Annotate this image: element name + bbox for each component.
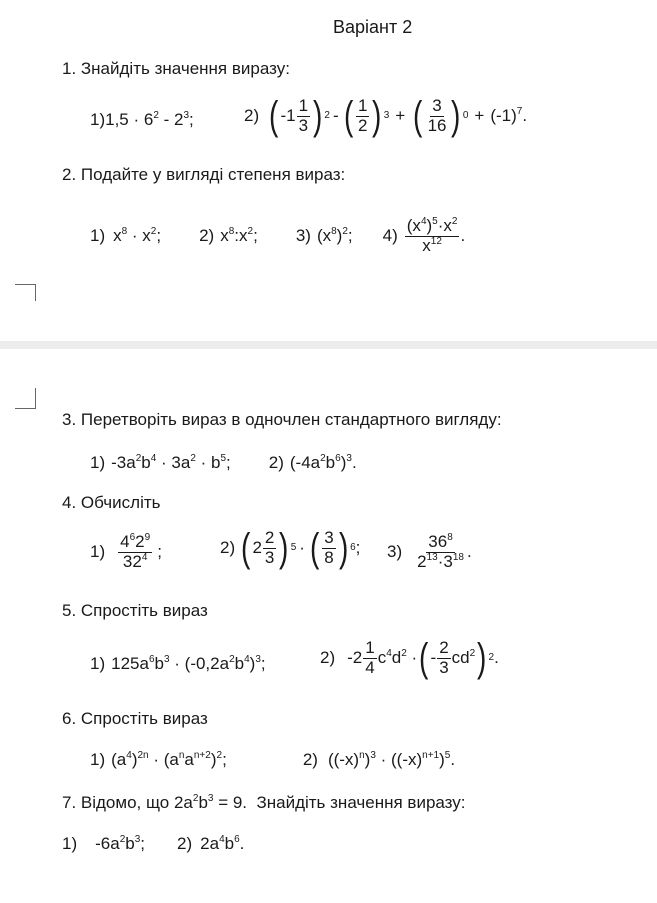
- task-4-item-1: 1) $\frac{4^62^9}{32^4}$ ;: [90, 532, 162, 571]
- task-4-heading: 4. Обчисліть: [62, 493, 161, 512]
- crop-mark: [15, 284, 36, 301]
- crop-mark: [15, 388, 36, 409]
- task-7-heading: 7. Відомо, що $2a^2b^3 = 9$. Знайдіть значення виразу:: [62, 793, 466, 812]
- item-label: 2): [268, 453, 284, 472]
- task-5-item-1: 1) $125a^6b^3 \cdot (-0,2a^2b^4)^3$;: [90, 654, 266, 673]
- task-1-heading: 1. Знайдіть значення виразу:: [62, 59, 290, 78]
- item-label: 2): [302, 750, 318, 769]
- item-label: 1): [90, 750, 106, 769]
- task-5-item-2: 2) -2 $\frac{1}{4}$ $c^4d^2$ · ( - $\frac{2}{3}$ $cd^2$ ) 2 .: [320, 636, 499, 680]
- task-3-items: 1) $-3a^2b^4 \cdot 3a^2 \cdot b^5$; 2) $(-4a^2b^6)^3$.: [90, 453, 357, 472]
- task-6-heading: 6. Спростіть вираз: [62, 709, 208, 728]
- task-1-item-2: 2) ( -1 $\frac{1}{3}$ ) 2 - ( $\frac{1}{2}$ ) 3 + ( $\frac{3}{16}$ ) 0 + $(-1)^7$.: [244, 94, 528, 138]
- task-3-heading: 3. Перетворіть вираз в одночлен стандартного вигляду:: [62, 410, 502, 429]
- item-label: 1): [90, 654, 106, 673]
- task-2-items: 1) $x^8 \cdot x^2$; 2) $x^8:x^2$; 3) $(x^8)^2$; 4) $\frac{(x^4)^5\cdot x^2}{x^{12}}$ .: [90, 216, 466, 255]
- task-4-item-3: 3) $\frac{36^8}{2^{13}\cdot 3^{18}}$ .: [387, 532, 472, 571]
- task-5-heading: 5. Спростіть вираз: [62, 601, 208, 620]
- item-label: 2): [320, 648, 336, 667]
- item-label: 1): [90, 453, 106, 472]
- item-label: 2): [244, 106, 260, 125]
- item-label: 2): [220, 538, 236, 557]
- task-7-items: 1) $-6a^2b^3$; 2) $2a^4b^6$.: [62, 834, 245, 853]
- item-label: 1): [90, 542, 106, 562]
- page-separator: [0, 341, 657, 349]
- task-2-heading: 2. Подайте у вигляді степеня вираз:: [62, 165, 346, 184]
- item-label: 2): [199, 226, 215, 246]
- item-label: 3): [387, 542, 403, 562]
- item-label: 1): [90, 226, 106, 246]
- item-label: 2): [177, 834, 193, 853]
- item-label: 4): [382, 226, 398, 246]
- page-title: Варіант 2: [333, 17, 413, 37]
- task-6-items: 1) $(a^4)^{2n} \cdot (a^na^{n+2})^2$; 2) $((-x)^n)^3 \cdot ((-x)^{n+1})^5$.: [90, 750, 456, 769]
- item-label: 1): [90, 110, 106, 129]
- item-label: 3): [295, 226, 311, 246]
- item-label: 1): [62, 834, 78, 853]
- task-4-item-2: 2) ( 2 $\frac{2}{3}$ ) 5 · ( $\frac{3}{8}$ ) 6 ;: [220, 526, 361, 570]
- task-1-item-1: 1) $1,5 \cdot 6^2 - 2^3$;: [90, 110, 194, 129]
